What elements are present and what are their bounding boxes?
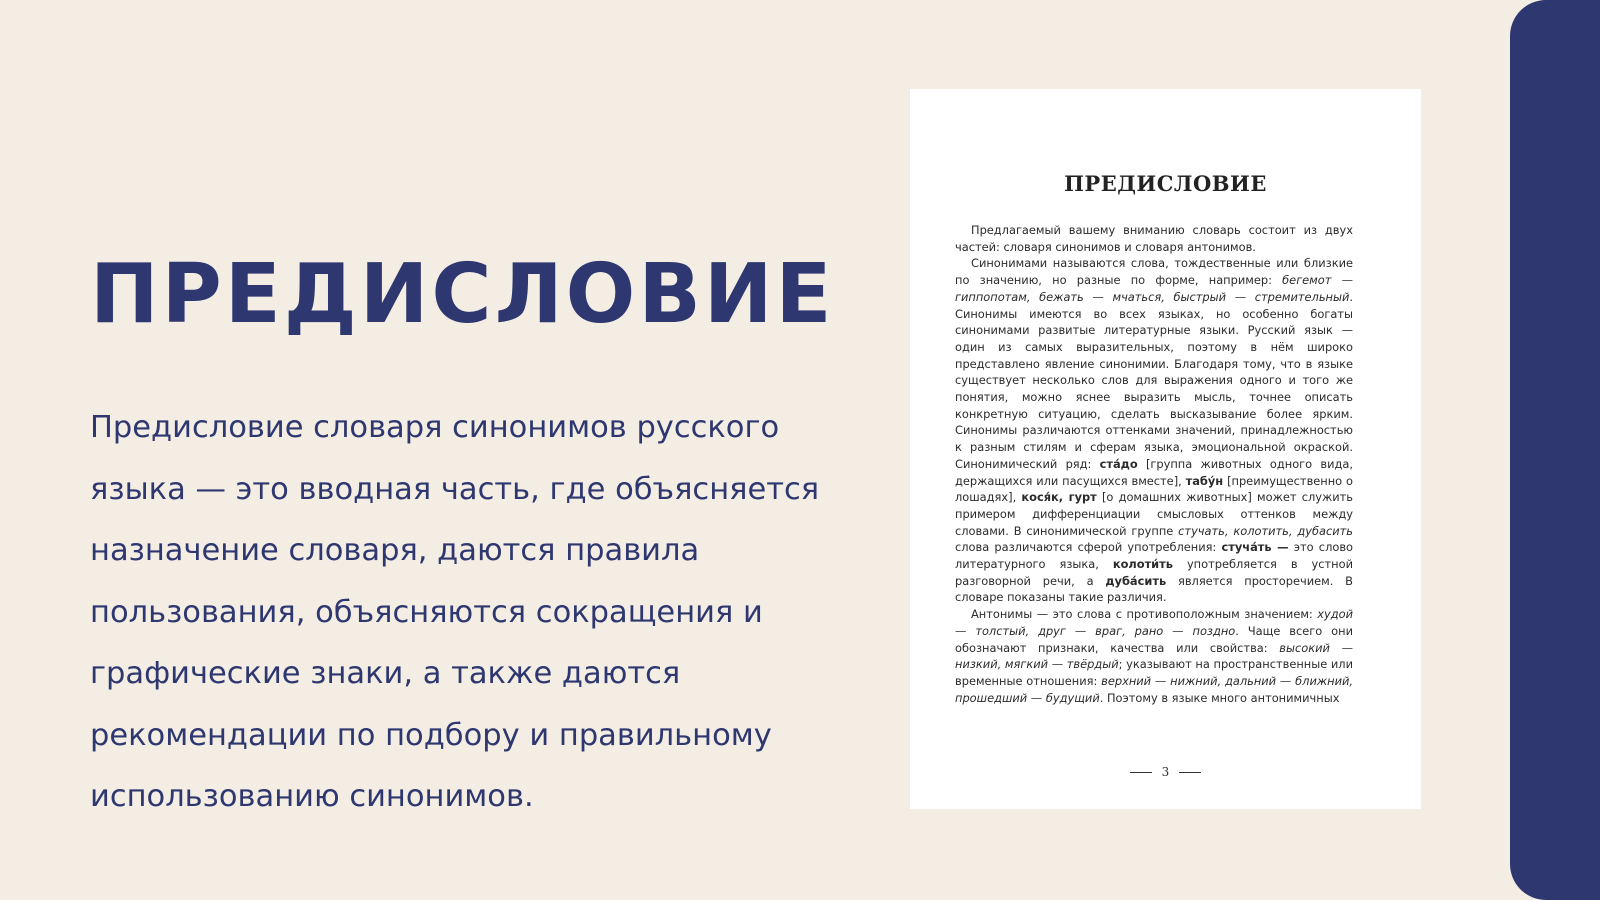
text-run: [преимущественно о лошадях], — [955, 473, 1353, 505]
text-run: . Чаще всего они обозначают признаки, качества или свойства: — [955, 623, 1353, 655]
page-heading: ПРЕДИСЛОВИЕ — [1064, 171, 1267, 196]
text-run: Антонимы — это слова с противоположным значением: — [971, 607, 1318, 622]
text-run: Синонимами называются слова, тождественные или близкие по значению, но разные по форме, например: — [955, 256, 1353, 288]
page-body-text — [955, 222, 1353, 706]
slide-title: ПРЕДИСЛОВИЕ — [90, 247, 835, 342]
page-paragraph — [955, 222, 1353, 255]
page-number — [910, 765, 1421, 779]
text-run: стучать, колотить, дубасить — [1178, 523, 1353, 538]
text-run: дуба́сить — [1105, 573, 1167, 588]
dash-right — [1179, 772, 1201, 773]
text-run: колоти́ть — [1112, 557, 1173, 572]
page-number-label: 3 — [1161, 765, 1170, 779]
page-paragraph — [955, 255, 1353, 606]
text-run: ; указывают на пространственные или временные отношения: — [955, 657, 1353, 688]
text-run: [о домашних животных] может служить примером дифференциации смысловых оттенков между словами. В синонимической группе — [955, 490, 1353, 538]
text-run: высокий — низкий, мягкий — твёрдый — [955, 640, 1353, 672]
text-run: кося́к, гурт — [1021, 490, 1097, 505]
slide-body-text: Предисловие словаря синонимов русского языка — это вводная часть, где объясняется назначение словаря, даются правила пользования, объясняются сокращения и графические знаки, а также даются рекомендации по подбору и правильному использованию синонимов. — [90, 410, 820, 814]
text-run: табу́н — [1185, 473, 1224, 488]
text-run: это слово литературного языка, — [955, 540, 1353, 572]
text-run: употребляется в устной разговорной речи, а — [955, 557, 1353, 588]
text-run: слова различаются сферой употребления: — [955, 540, 1222, 555]
text-run: . Синонимы имеются во всех языках, но особенно богаты синонимами развитые литературные языки. Русский язык — один из самых выразительных, поэтому в нём широко представлено явление синонимии. Благодаря тому, что в языке существует несколько слов для выражения одного и того же понятия, можно яснее выразить мысль, точнее описать конкретную ситуацию, сделать высказывание более ярким. Синонимы различаются оттенками значений, принадлежностью к разным стилям и сферам языка, эмоциональной окраской. Синонимический ряд: — [955, 289, 1353, 471]
text-run: [группа животных одного вида, держащихся или пасущихся вместе], — [955, 456, 1353, 488]
side-accent-band — [1510, 0, 1600, 900]
page-paragraph — [955, 606, 1353, 706]
text-run: бегемот — гиппопотам, бежать — мчаться, быстрый — стремительный — [955, 273, 1353, 304]
book-page-image — [910, 89, 1421, 809]
text-run: верхний — нижний, дальний — ближний, прошедший — будущий — [955, 673, 1353, 705]
text-run: стуча́ть — — [1221, 540, 1289, 555]
text-run: худой — толстый, друг — враг, рано — поздно — [955, 607, 1353, 638]
text-run: . Поэтому в языке много антонимичных — [1099, 690, 1340, 705]
text-run: является просторечием. В словаре показаны такие различия. — [955, 573, 1353, 605]
text-run: ста́до — [1099, 456, 1138, 471]
dash-left — [1130, 772, 1152, 773]
text-run: Предлагаемый вашему вниманию словарь состоит из двух частей: словаря синонимов и словаря антонимов. — [955, 223, 1353, 254]
